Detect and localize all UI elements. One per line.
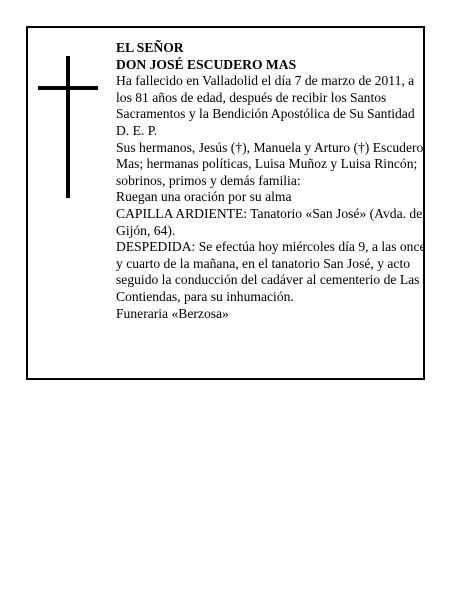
notice-paragraph-dep: D. E. P. <box>116 122 158 138</box>
notice-paragraph-death: Ha fallecido en Valladolid el día 7 de marzo de 2011, a los 81 años de edad, después de recibir los Santos Sacramentos y la Bendición Apostólica de Su Santidad <box>116 73 415 122</box>
notice-paragraph-chapel: CAPILLA ARDIENTE: Tanatorio «San José» (Avda. de Gijón, 64). <box>116 205 423 238</box>
notice-heading-name: DON JOSÉ ESCUDERO MAS <box>116 56 297 72</box>
notice-body <box>116 40 427 322</box>
notice-paragraph-farewell: DESPEDIDA: Se efectúa hoy miércoles día 9, a las once y cuarto de la mañana, en el tanatorio San José, y acto seguido la conducción del cadáver al cementerio de Las Contiendas, para su inhumación. <box>116 239 426 304</box>
cross-vertical-bar <box>66 56 70 198</box>
notice-paragraph-family: Sus hermanos, Jesús (†), Manuela y Arturo (†) Escudero Mas; hermanas políticas, Luisa Muñoz y Luisa Rincón; sobrinos, primos y demás familia: <box>116 139 424 188</box>
obituary-notice <box>26 26 425 380</box>
notice-paragraph-prayer: Ruegan una oración por su alma <box>116 189 292 205</box>
latin-cross-icon <box>38 56 98 198</box>
notice-heading-title: EL SEÑOR <box>116 40 184 55</box>
notice-paragraph-funeral-home: Funeraria «Berzosa» <box>116 305 229 321</box>
cross-horizontal-bar <box>38 86 98 90</box>
